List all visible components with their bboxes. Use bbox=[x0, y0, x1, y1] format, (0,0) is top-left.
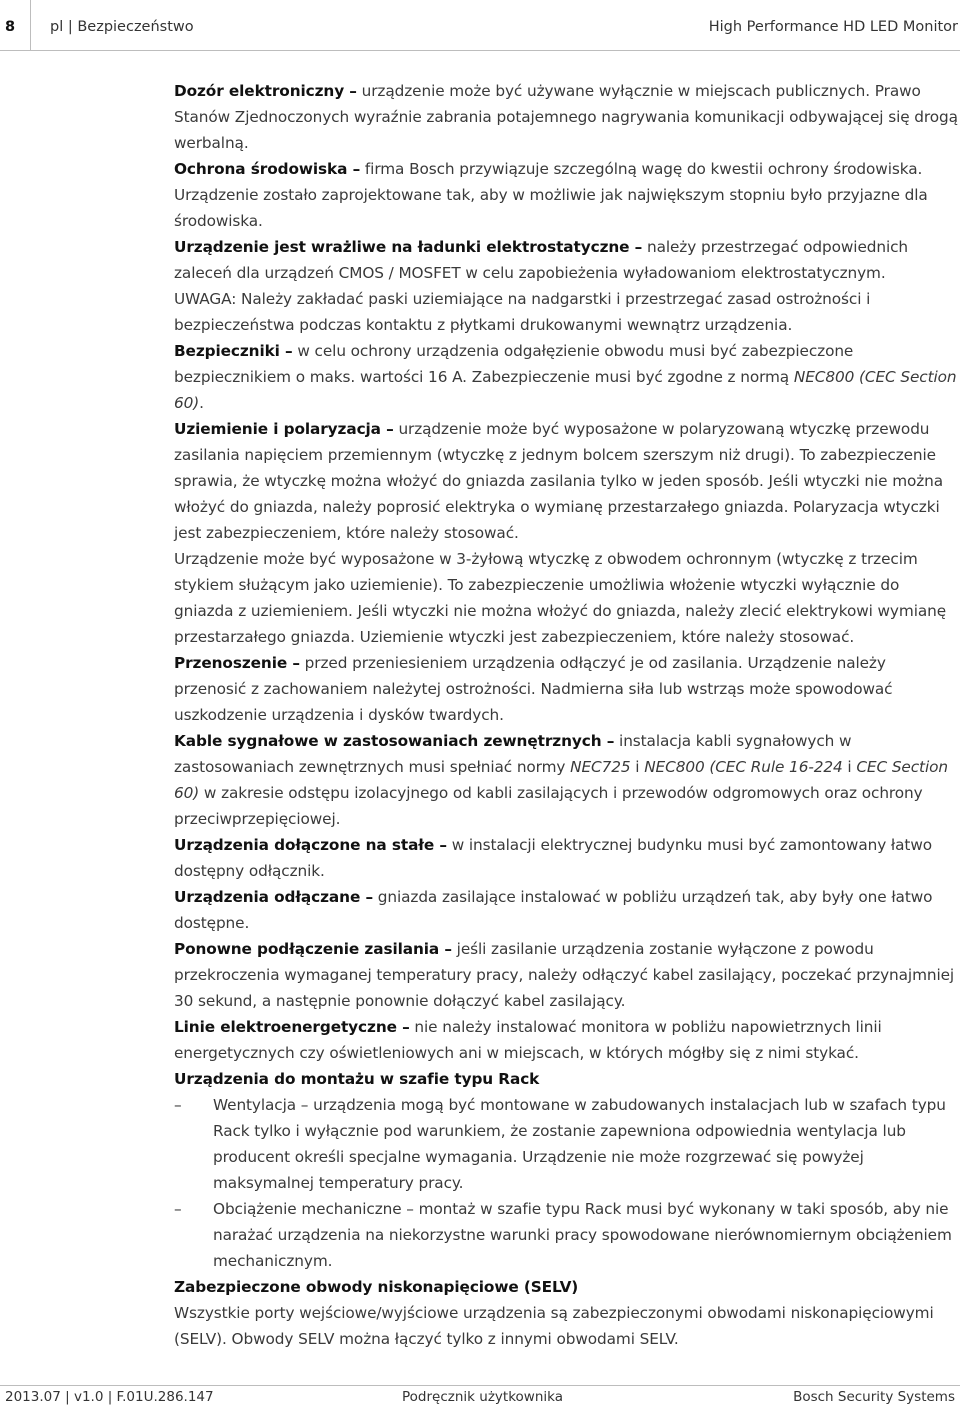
paragraph-text: . bbox=[199, 394, 204, 412]
paragraph-text: firma Bosch przywiązuje szczególną wagę do kwestii ochrony środowiska. Urządzenie zostało zaprojektowane tak, aby w możliwie jak największym stopniu było przyjazne dla środowiska. bbox=[174, 160, 928, 230]
dash-bullet: – bbox=[174, 1200, 182, 1218]
paragraph-lead: Ponowne podłączenie zasilania – bbox=[174, 940, 452, 958]
safety-paragraph bbox=[174, 286, 958, 338]
list-item-text: Wentylacja – urządzenia mogą być montowane w zabudowanych instalacjach lub w szafach typu Rack tylko i wyłącznie pod warunkiem, że zostanie zapewniona odpowiednia wentylacja lub producent określi specjalne wymagania. Urządzenie nie może rozgrzewać się powyżej maksymalnej temperatury pracy. bbox=[213, 1096, 946, 1192]
standard-reference: NEC725 bbox=[570, 758, 631, 776]
safety-paragraph bbox=[174, 546, 958, 650]
paragraph-text: nie należy instalować monitora w pobliżu napowietrznych linii energetycznych czy oświetleniowych ani w miejscach, w których mógłby się z nimi stykać. bbox=[174, 1018, 882, 1062]
paragraph-lead: Ochrona środowiska – bbox=[174, 160, 361, 178]
safety-paragraph bbox=[174, 936, 958, 1014]
paragraph-lead: Urządzenia dołączone na stałe – bbox=[174, 836, 447, 854]
paragraph-text: urządzenie może być wyposażone w polaryzowaną wtyczkę przewodu zasilania napięciem przemiennym (wtyczkę z jednym bolcem szerszym niż drugi). To zabezpieczenie sprawia, że wtyczkę można włożyć do gniazda zasilania tylko w jeden sposób. Jeśli wtyczki nie można włożyć do gniazda, należy poprosić elektryka o wymianę przestarzałego gniazda. Polaryzacja wtyczki jest zabezpieczeniem, które należy stosować. bbox=[174, 420, 944, 542]
paragraph-text: w zakresie odstępu izolacyjnego od kabli zasilających i przewodów odgromowych oraz ochrony przeciwprzepięciowej. bbox=[174, 784, 923, 828]
paragraph-text: Urządzenie może być wyposażone w 3-żyłową wtyczkę z obwodem ochronnym (wtyczkę z trzecim stykiem służącym jako uziemienie). To zabezpieczenie umożliwia włożenie wtyczki wyłącznie do gniazda z uziemieniem. Jeśli wtyczki nie można włożyć do gniazda, należy zlecić elektrykowi wymianę przestarzałego gniazda. Uziemienie wtyczki jest zabezpieczeniem, które należy stosować. bbox=[174, 550, 947, 646]
paragraph-text: jeśli zasilanie urządzenia zostanie wyłączone z powodu przekroczenia wymaganej temperatury pracy, należy odłączyć kabel zasilający, poczekać przynajmniej 30 sekund, a następnie ponownie dołączyć kabel zasilający. bbox=[174, 940, 955, 1010]
document-version: 2013.07 | v1.0 | F.01U.286.147 bbox=[5, 1389, 214, 1405]
paragraph-text: instalacja kabli sygnałowych w zastosowaniach zewnętrznych musi spełniać normy bbox=[174, 732, 852, 776]
list-item-text: Obciążenie mechaniczne – montaż w szafie typu Rack musi być wykonany w taki sposób, aby nie narażać urządzenia na niekorzystne warunki pracy spowodowane nierównomiernym obciążeniem mechanicznym. bbox=[213, 1200, 952, 1270]
paragraph-text: urządzenie może być używane wyłącznie w miejscach publicznych. Prawo Stanów Zjednoczonych wyraźnie zabrania potajemnego nagrywania komunikacji odbywającej się drogą werbalną. bbox=[174, 82, 958, 152]
page-footer bbox=[0, 1385, 960, 1406]
paragraph-lead: Linie elektroenergetyczne – bbox=[174, 1018, 410, 1036]
safety-paragraph bbox=[174, 832, 958, 884]
standard-reference: NEC800 (CEC Section 60) bbox=[174, 368, 957, 412]
standard-reference: CEC Section 60) bbox=[174, 758, 948, 802]
safety-paragraph bbox=[174, 78, 958, 156]
page-number: 8 bbox=[5, 19, 16, 35]
selv-heading: Zabezpieczone obwody niskonapięciowe (SELV) bbox=[174, 1278, 579, 1296]
section-title: pl | Bezpieczeństwo bbox=[50, 19, 194, 35]
paragraph-text: przed przeniesieniem urządzenia odłączyć je od zasilania. Urządzenie należy przenosić z zachowaniem należytej ostrożności. Nadmierna siła lub wstrząs może spowodować uszkodzenie urządzenia i dysków twardych. bbox=[174, 654, 893, 724]
page-content bbox=[174, 78, 958, 1352]
selv-text: Wszystkie porty wejściowe/wyjściowe urządzenia są zabezpieczonymi obwodami niskonapięciowymi (SELV). Obwody SELV można łączyć tylko z innymi obwodami SELV. bbox=[174, 1304, 934, 1348]
safety-paragraph bbox=[174, 338, 958, 416]
standard-reference: NEC800 (CEC Rule 16-224 bbox=[644, 758, 843, 776]
page-header bbox=[0, 0, 960, 51]
safety-paragraph bbox=[174, 728, 958, 832]
document-type: Podręcznik użytkownika bbox=[402, 1389, 563, 1405]
product-name: High Performance HD LED Monitor bbox=[708, 19, 958, 35]
paragraph-text: UWAGA: Należy zakładać paski uziemiające na nadgarstki i przestrzegać zasad ostrożności i bezpieczeństwa podczas kontaktu z płytkami drukowanymi wewnątrz urządzenia. bbox=[174, 290, 871, 334]
safety-paragraph bbox=[174, 650, 958, 728]
rack-list bbox=[174, 1092, 958, 1274]
safety-paragraph bbox=[174, 156, 958, 234]
paragraph-lead: Kable sygnałowe w zastosowaniach zewnętrznych – bbox=[174, 732, 615, 750]
safety-paragraph bbox=[174, 884, 958, 936]
paragraph-lead: Urządzenia odłączane – bbox=[174, 888, 373, 906]
dash-bullet: – bbox=[174, 1096, 182, 1114]
paragraph-lead: Dozór elektroniczny – bbox=[174, 82, 357, 100]
paragraph-lead: Uziemienie i polaryzacja – bbox=[174, 420, 394, 438]
header-divider bbox=[30, 0, 31, 50]
paragraph-text: i bbox=[842, 758, 857, 776]
company-name: Bosch Security Systems bbox=[793, 1389, 955, 1405]
paragraph-lead: Przenoszenie – bbox=[174, 654, 300, 672]
paragraph-text: i bbox=[630, 758, 645, 776]
paragraph-text: należy przestrzegać odpowiednich zaleceń dla urządzeń CMOS / MOSFET w celu zapobieżenia wyładowaniom elektrostatycznym. bbox=[174, 238, 909, 282]
paragraph-text: w instalacji elektrycznej budynku musi być zamontowany łatwo dostępny odłącznik. bbox=[174, 836, 933, 880]
paragraph-text: gniazda zasilające instalować w pobliżu urządzeń tak, aby były one łatwo dostępne. bbox=[174, 888, 933, 932]
list-item bbox=[174, 1196, 958, 1274]
paragraph-lead: Bezpieczniki – bbox=[174, 342, 293, 360]
safety-paragraphs bbox=[174, 78, 958, 1066]
safety-paragraph bbox=[174, 1014, 958, 1066]
list-item bbox=[174, 1092, 958, 1196]
rack-heading: Urządzenia do montażu w szafie typu Rack bbox=[174, 1070, 540, 1088]
safety-paragraph bbox=[174, 234, 958, 286]
paragraph-lead: Urządzenie jest wrażliwe na ładunki elektrostatyczne – bbox=[174, 238, 643, 256]
paragraph-text: w celu ochrony urządzenia odgałęzienie obwodu musi być zabezpieczone bezpiecznikiem o maks. wartości 16 A. Zabezpieczenie musi być zgodne z normą bbox=[174, 342, 854, 386]
safety-paragraph bbox=[174, 416, 958, 546]
